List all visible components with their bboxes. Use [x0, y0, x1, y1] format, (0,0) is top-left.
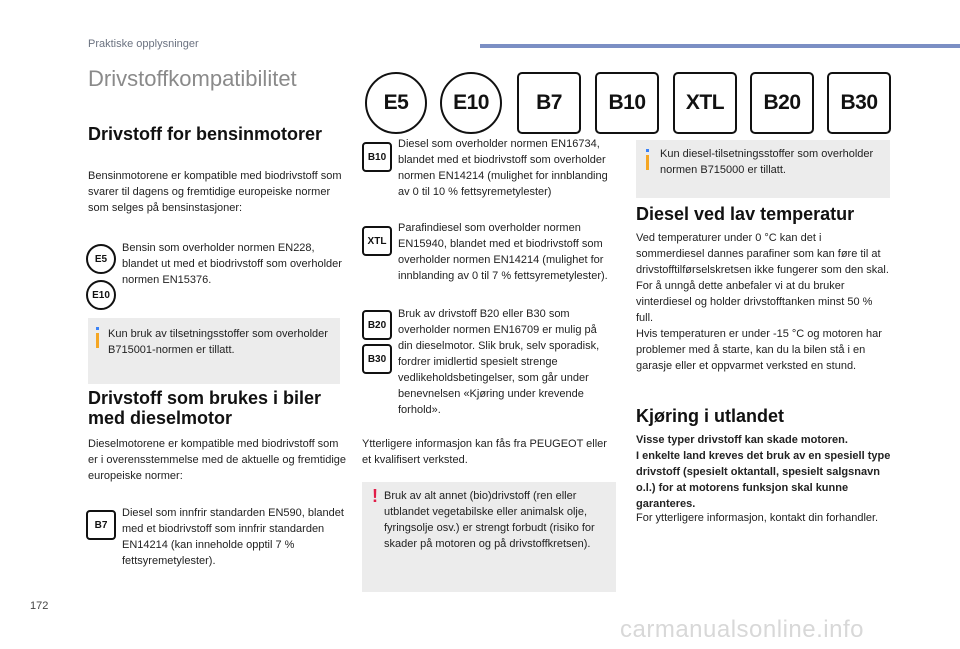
- more-info-text: Ytterligere informasjon kan fås fra PEUGEOT eller et kvalifisert verksted.: [362, 438, 607, 466]
- heading-cold: Diesel ved lav temperatur: [636, 204, 855, 224]
- diesel-spec: Diesel som innfrir standarden EN590, blandet med et biodrivstoff som innfrir standarden EN14214 (kan inneholde opptil 7 % fettsyremetylester).: [122, 507, 344, 567]
- header-rule: [480, 44, 960, 48]
- xtl-text: Parafindiesel som overholder normen EN15940, blandet med et biodrivstoff som overholder normen EN14214 (mulighet for innblanding av 0 til 7 % fettsyremetylester).: [398, 222, 608, 282]
- abroad-text: For ytterligere informasjon, kontakt din forhandler.: [636, 512, 879, 524]
- warning-box: [362, 482, 616, 592]
- cold-text: Ved temperaturer under 0 °C kan det i sommerdiesel dannes parafiner som kan føre til at drivstofftilførselskretsen ikke fungerer som den skal. For å unngå dette anbefaler vi at du bruker vinterdiesel og holder drivstofftanken minst 50 % full. Hvis temperaturen er under -15 °C og motoren har problemer med å starte, kan du la bilen stå i en garasje eller et oppvarmet verksted en stund.: [636, 232, 889, 372]
- badge-e5-small: E5: [86, 244, 116, 274]
- badge-b20-large: B20: [750, 72, 814, 134]
- b10-text: Diesel som overholder normen EN16734, blandet med et biodrivstoff som overholder normen EN14214 (mulighet for innblanding av 0 til 10 % fettsyremetylester): [398, 138, 608, 198]
- badge-b7-large: B7: [517, 72, 581, 134]
- warning-text: Bruk av alt annet (bio)drivstoff (ren eller utblandet vegetabilske eller animalsk olje, fyringsolje osv.) er strengt forbudt (risiko for skader på motoren og på drivstoffkretsen).: [384, 490, 595, 550]
- badge-b7-small: B7: [86, 510, 116, 540]
- badge-e10-small: E10: [86, 280, 116, 310]
- petrol-note: Kun bruk av tilsetningsstoffer som overholder B715001-normen er tillatt.: [108, 328, 328, 356]
- badge-b30-small: B30: [362, 344, 392, 374]
- abroad-bold-text: Visse typer drivstoff kan skade motoren. I enkelte land kreves det bruk av en spesiell type drivstoff (spesielt oktantall, spesielt salgsnavn o.l.) for at motorens funksjon skal kunne garanteres.: [636, 434, 891, 510]
- page-title: Drivstoffkompatibilitet: [88, 66, 297, 91]
- info-icon-bar: [646, 155, 649, 170]
- badge-b10-large: B10: [595, 72, 659, 134]
- warning-icon: !: [372, 486, 378, 506]
- b20-b30-text: Bruk av drivstoff B20 eller B30 som overholder normen EN16709 er mulig på din dieselmotor. Slik bruk, selv sporadisk, fordrer imidlertid spesielt strenge vedlikeholdsbetingelser, som går under benevnelsen «Kjøring under krevende forhold».: [398, 308, 600, 416]
- badge-b30-large: B30: [827, 72, 891, 134]
- info-icon-bar: [96, 333, 99, 348]
- petrol-spec: Bensin som overholder normen EN228, blandet ut med et biodrivstoff som overholder normen EN15376.: [122, 242, 342, 286]
- petrol-intro: Bensinmotorene er kompatible med biodrivstoff som svarer til dagens og fremtidige europeiske normer som selges på bensinstasjoner:: [88, 170, 342, 214]
- info-icon: [646, 149, 649, 152]
- additive-note-box: [636, 140, 890, 198]
- badge-b20-small: B20: [362, 310, 392, 340]
- badge-e5-large: E5: [365, 72, 427, 134]
- diesel-intro: Dieselmotorene er kompatible med biodrivstoff som er i overensstemmelse med de aktuelle og fremtidige europeiske normer:: [88, 438, 347, 482]
- badge-b10-small: B10: [362, 142, 392, 172]
- heading-diesel: Drivstoff som brukes i biler med dieselmotor: [88, 388, 322, 428]
- additive-note: Kun diesel-tilsetningsstoffer som overholder normen B715000 er tillatt.: [660, 148, 874, 176]
- watermark: carmanualsonline.info: [620, 616, 864, 643]
- petrol-note-box: [88, 318, 340, 384]
- info-icon: [96, 327, 99, 330]
- page-number: 172: [30, 600, 49, 612]
- heading-abroad: Kjøring i utlandet: [636, 406, 784, 426]
- badge-xtl-small: XTL: [362, 226, 392, 256]
- heading-petrol: Drivstoff for bensinmotorer: [88, 124, 323, 144]
- section-label: Praktiske opplysninger: [88, 38, 199, 50]
- badge-e10-large: E10: [440, 72, 502, 134]
- badge-xtl-large: XTL: [673, 72, 737, 134]
